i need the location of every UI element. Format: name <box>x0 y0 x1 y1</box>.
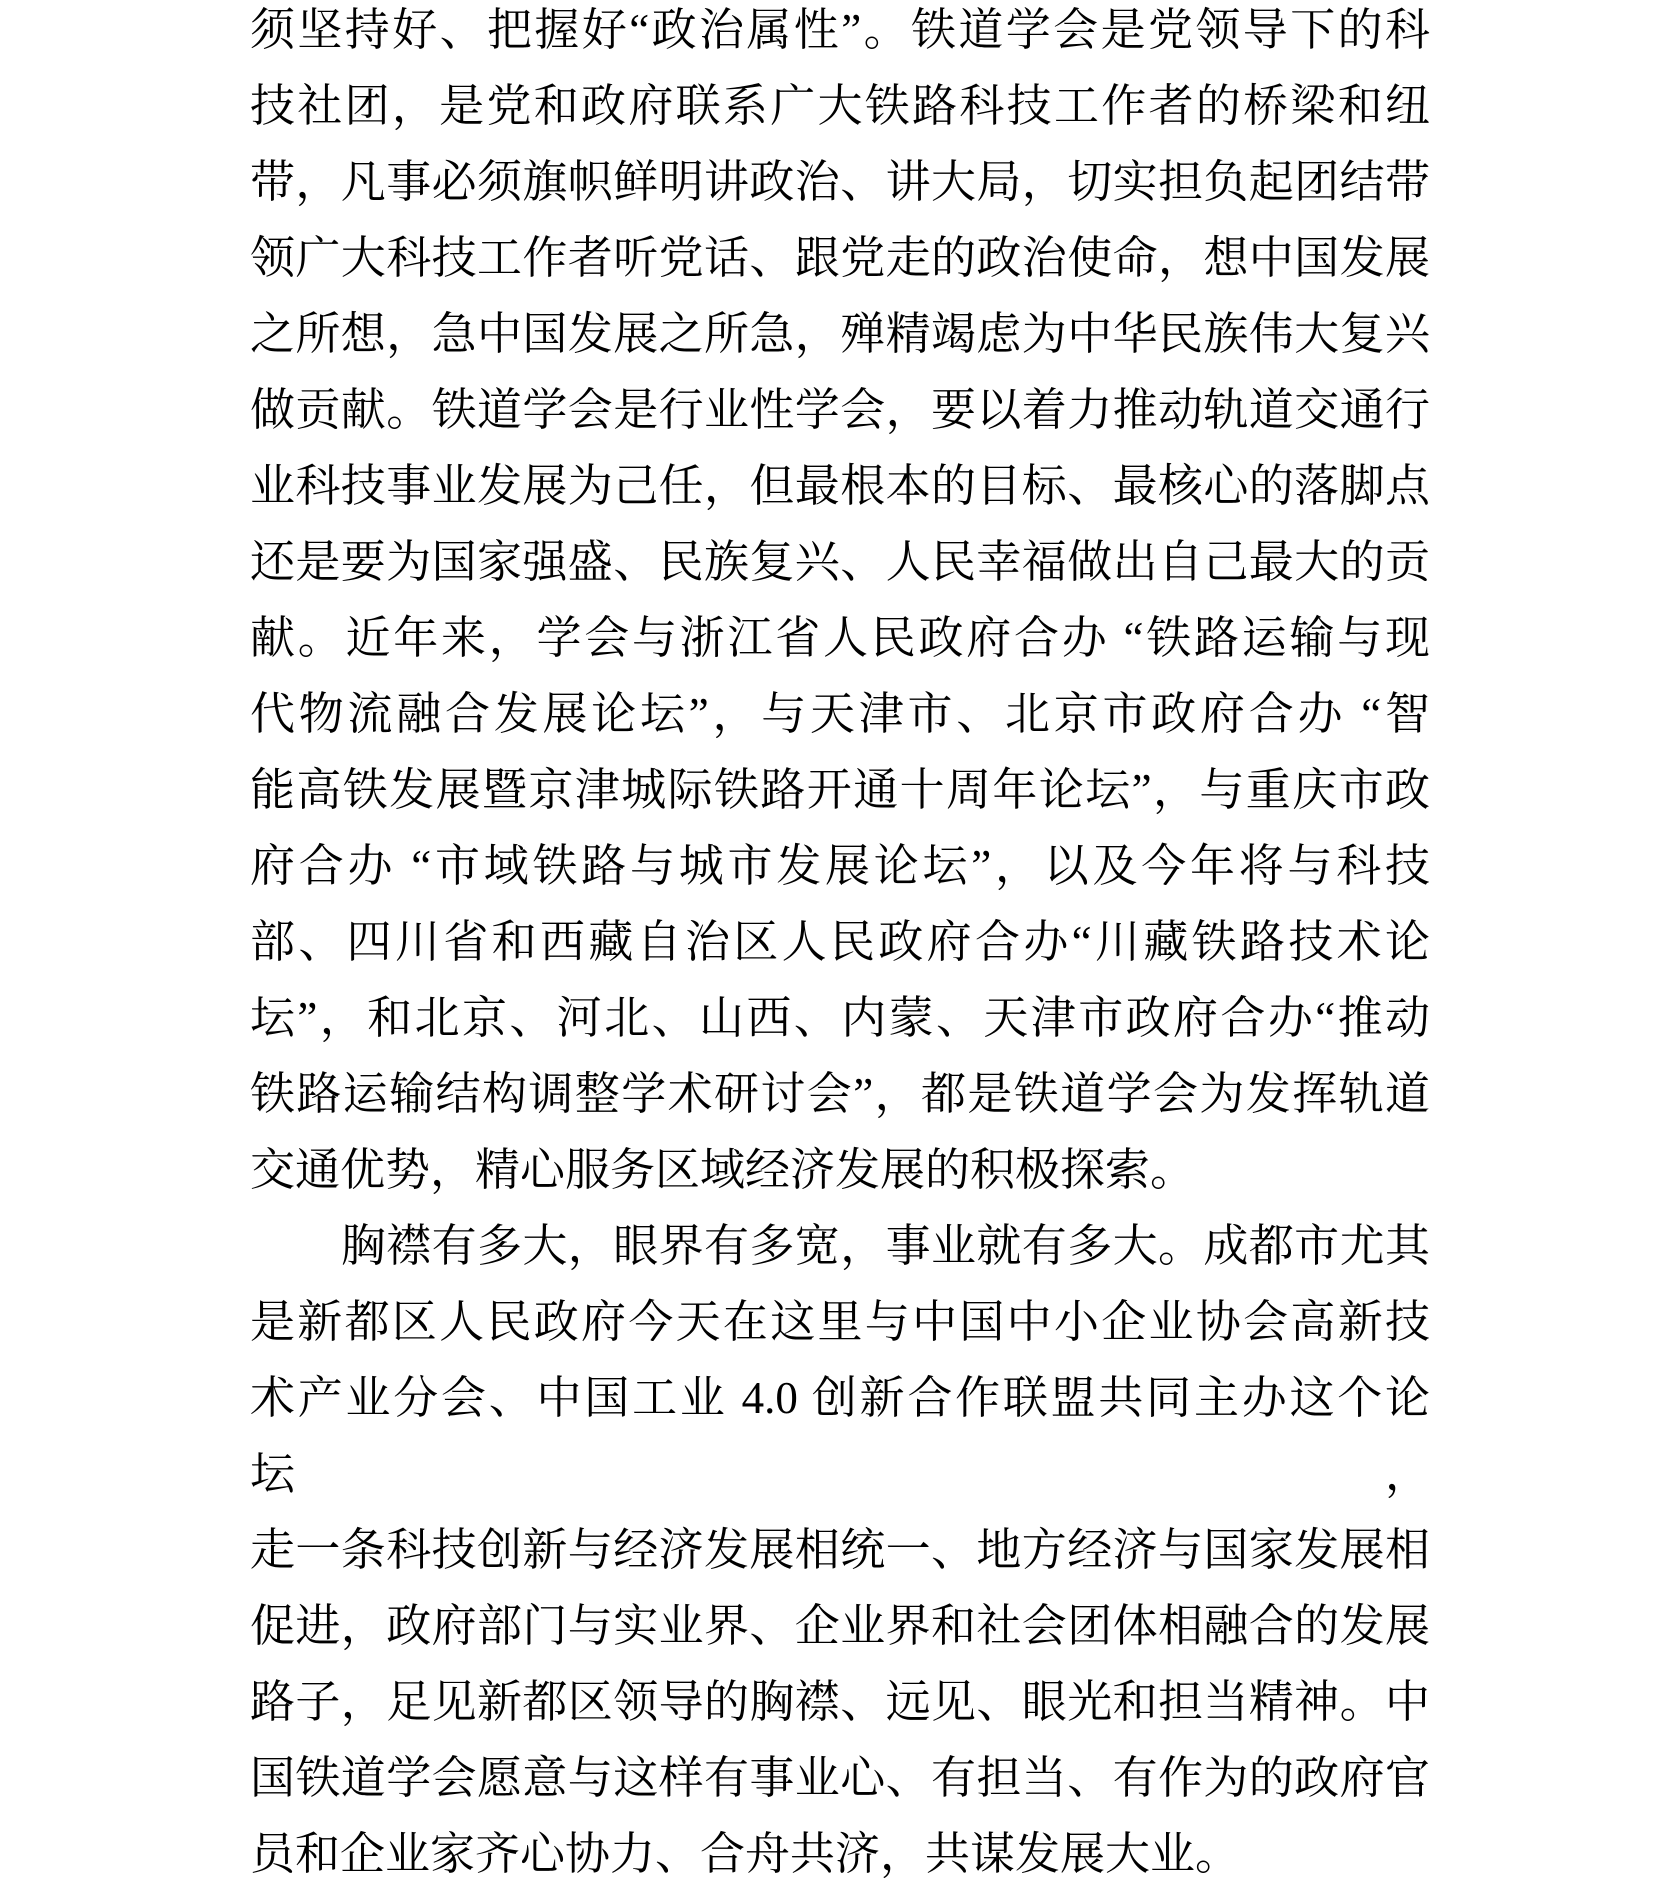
text-line: 国铁道学会愿意与这样有事业心、有担当、有作为的政府官 <box>250 1753 1430 1803</box>
text-line: 代物流融合发展论坛”，与天津市、北京市政府合办 “智 <box>250 689 1430 739</box>
paragraph-political-attribute <box>250 0 1430 1208</box>
text-line: 技社团，是党和政府联系广大铁路科技工作者的桥梁和纽 <box>250 81 1430 131</box>
text-line: 走一条科技创新与经济发展相统一、地方经济与国家发展相 <box>250 1525 1430 1575</box>
text-line: 做贡献。铁道学会是行业性学会，要以着力推动轨道交通行 <box>250 385 1430 435</box>
paragraph-chengdu-forum <box>250 1208 1430 1892</box>
text-line: 促进，政府部门与实业界、企业界和社会团体相融合的发展 <box>250 1601 1430 1651</box>
text-line: 交通优势，精心服务区域经济发展的积极探索。 <box>250 1145 1196 1195</box>
text-line: 之所想，急中国发展之所急，殚精竭虑为中华民族伟大复兴 <box>250 309 1430 359</box>
text-line: 能高铁发展暨京津城际铁路开通十周年论坛”，与重庆市政 <box>250 765 1430 815</box>
text-line: 员和企业家齐心协力、合舟共济，共谋发展大业。 <box>250 1829 1241 1879</box>
text-line: 路子，足见新都区领导的胸襟、远见、眼光和担当精神。中 <box>250 1677 1430 1727</box>
text-line: 术产业分会、中国工业 4.0 创新合作联盟共同主办这个论坛， <box>250 1373 1430 1499</box>
text-line: 铁路运输结构调整学术研讨会”，都是铁道学会为发挥轨道 <box>250 1069 1430 1119</box>
text-line: 献。近年来，学会与浙江省人民政府合办 “铁路运输与现 <box>250 613 1430 663</box>
text-line: 业科技事业发展为己任，但最根本的目标、最核心的落脚点 <box>250 461 1430 511</box>
text-line: 坛”，和北京、河北、山西、内蒙、天津市政府合办“推动 <box>250 993 1430 1043</box>
text-line: 领广大科技工作者听党话、跟党走的政治使命，想中国发展 <box>250 233 1430 283</box>
text-line: 胸襟有多大，眼界有多宽，事业就有多大。成都市尤其 <box>250 1221 1430 1271</box>
text-line: 是新都区人民政府今天在这里与中国中小企业协会高新技 <box>250 1297 1430 1347</box>
text-line: 还是要为国家强盛、民族复兴、人民幸福做出自己最大的贡 <box>250 537 1430 587</box>
document-text <box>250 0 1430 1892</box>
text-line: 带，凡事必须旗帜鲜明讲政治、讲大局，切实担负起团结带 <box>250 157 1430 207</box>
text-line: 部、四川省和西藏自治区人民政府合办“川藏铁路技术论 <box>250 917 1430 967</box>
text-line: 须坚持好、把握好“政治属性”。铁道学会是党领导下的科 <box>250 5 1430 55</box>
text-line: 府合办 “市域铁路与城市发展论坛”，以及今年将与科技 <box>250 841 1430 891</box>
